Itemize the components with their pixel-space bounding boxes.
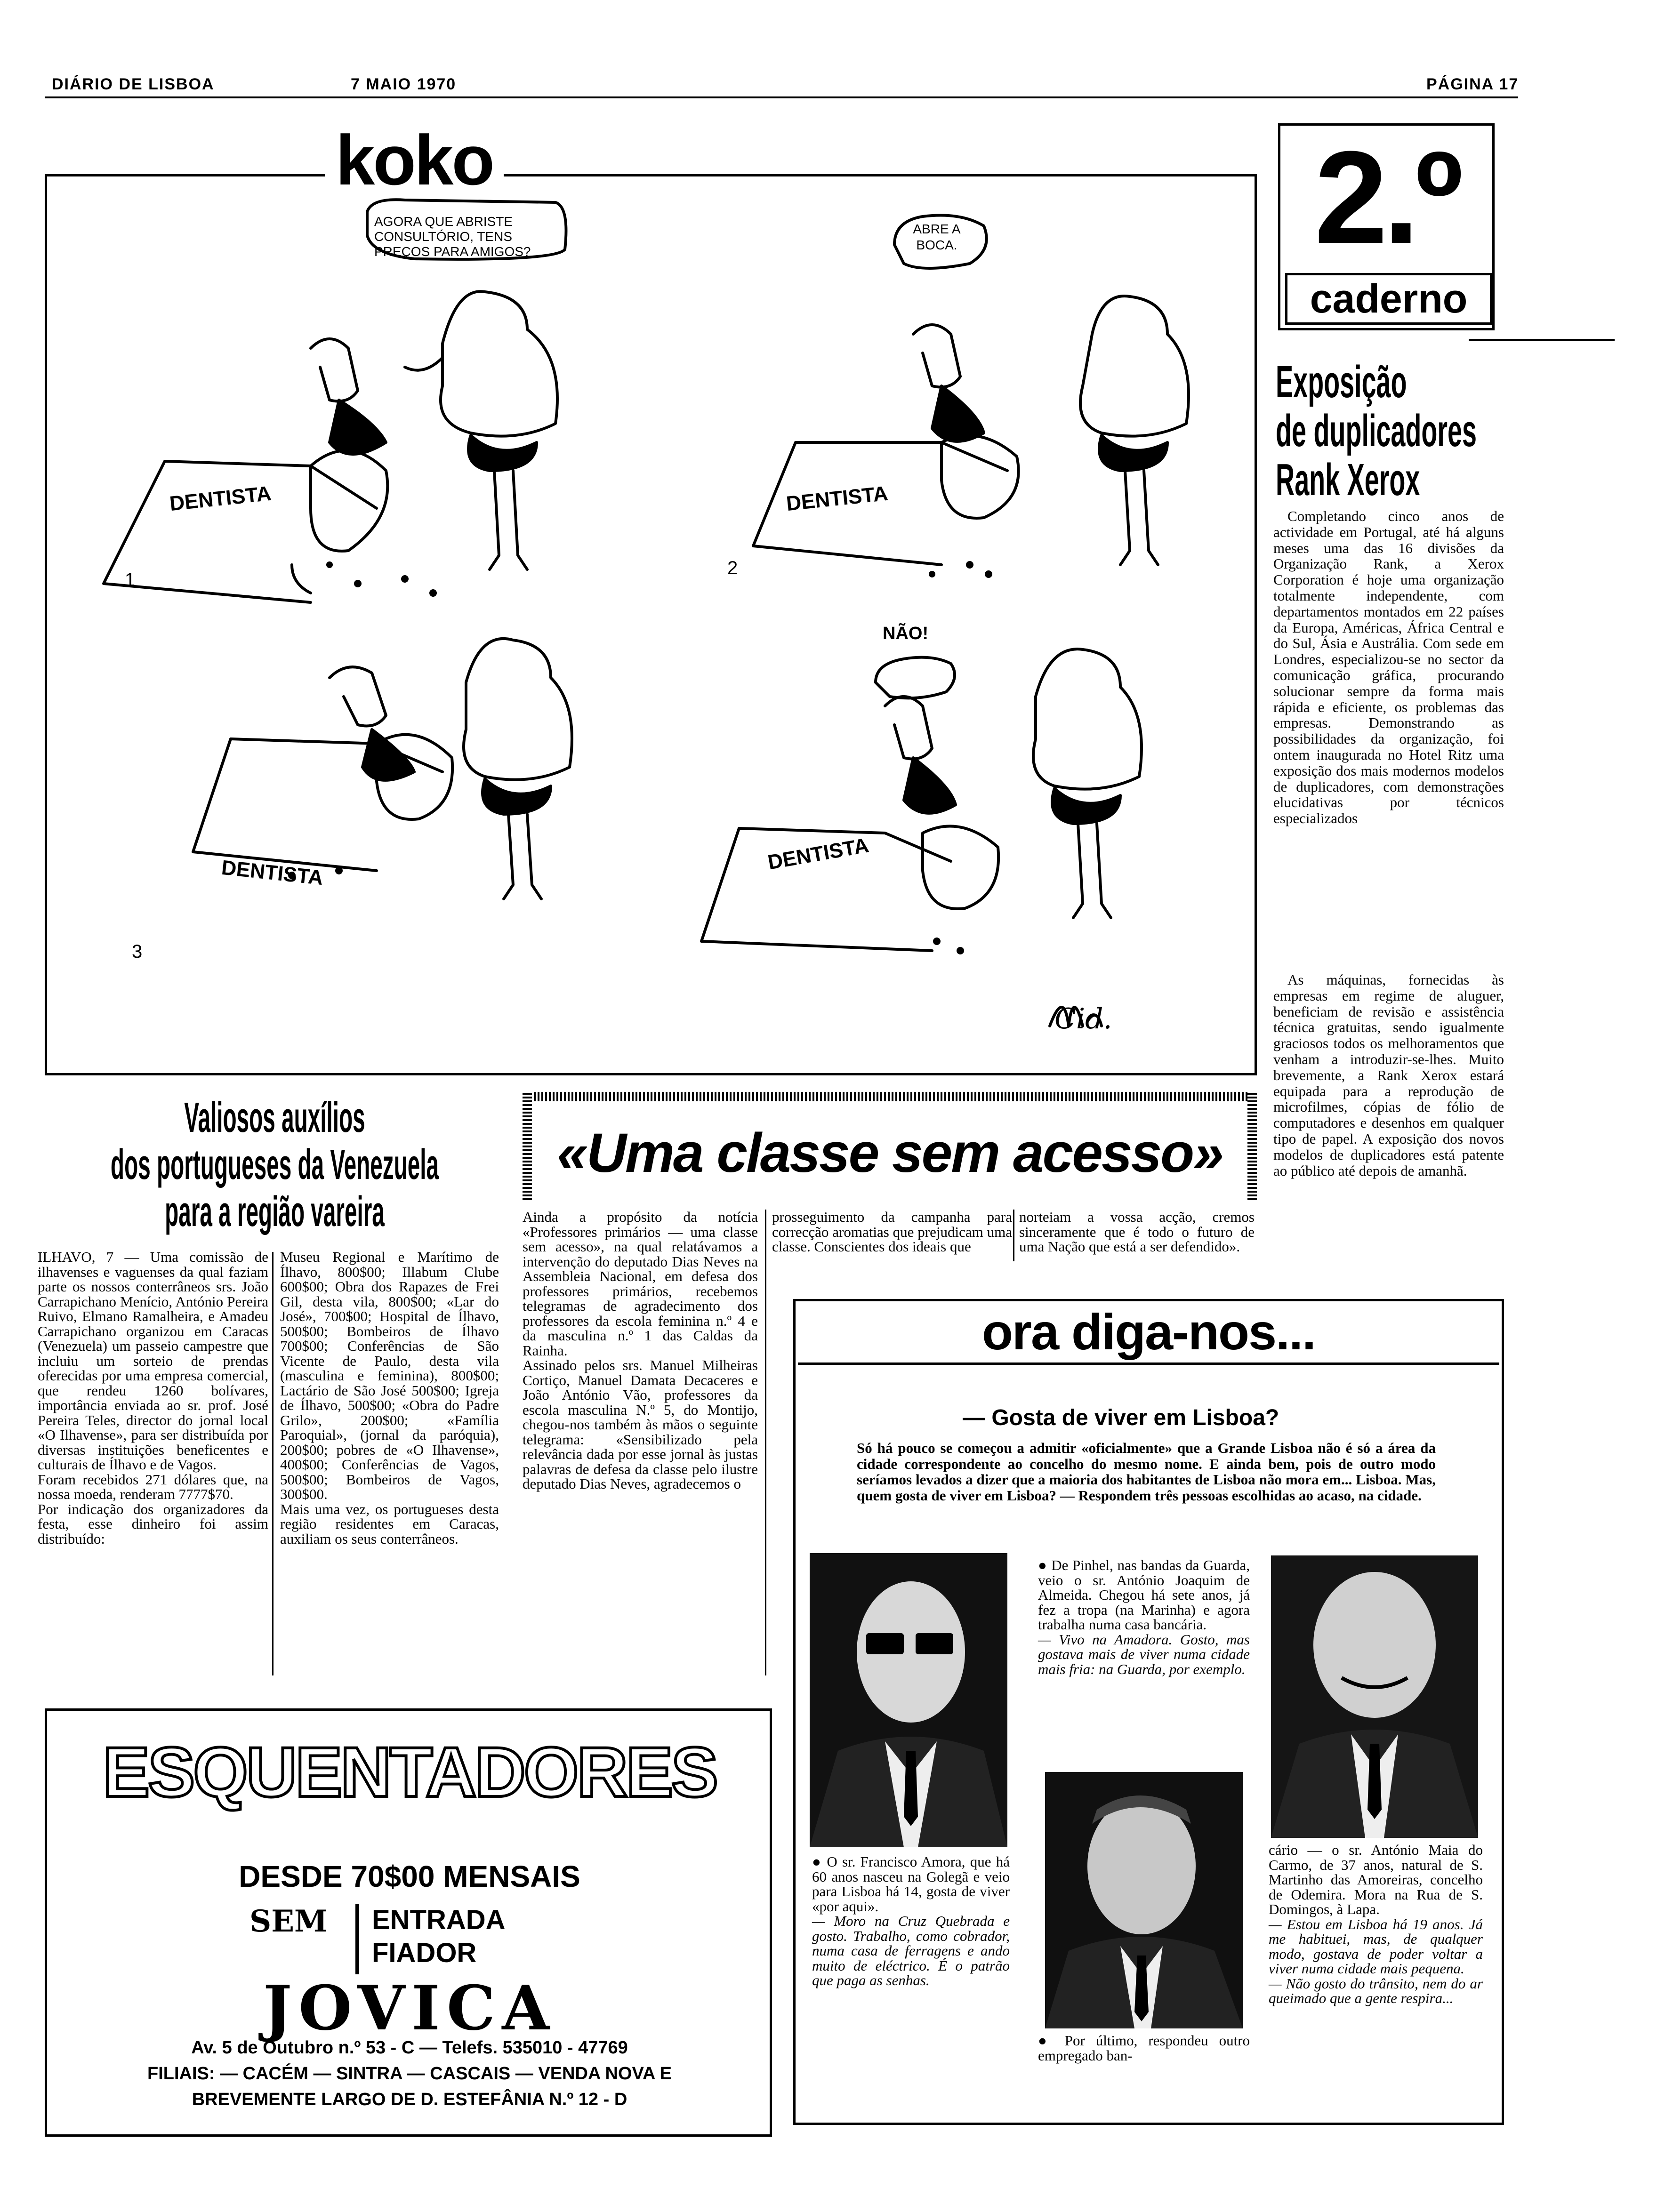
xerox-headline: Exposição de duplicadores Rank Xerox <box>1276 357 1477 505</box>
caderno-number: 2.º <box>1314 124 1458 271</box>
venezuela-headline: Valiosos auxílios dos portugueses da Venezuela para a região vareira <box>110 1094 439 1235</box>
caderno-rule <box>1469 339 1615 341</box>
classe-column-1: Ainda a propósito da notícia «Professores primários — uma classe sem acesso», na qual relatávamos a intervenção do deputado Dias Neves na Assembleia Nacional, em defesa dos professores primários, recebemos telegramas de agradecimento dos professores da escola feminina n.º 4 e da masculina n.º 1 das Caldas da Rainha. Assinado pelos srs. Manuel Milheiras Cortiço, Manuel Damata Decaceres e João António Vão, professores da escola masculina N.º 5, do Montijo, chegou-nos também às mãos o seguinte telegrama: «Sensibilizado pela relevância dada por esse jornal às justas palavras de defesa da classe pelo ilustre deputado Dias Neves, agradecemos o <box>523 1209 758 1492</box>
venezuela-column-divider <box>272 1252 273 1675</box>
advert-title: ESQUENTADORES <box>103 1732 716 1811</box>
speech-bubble-1: AGORA QUE ABRISTE CONSULTÓRIO, TENS PREÇOS PARA AMIGOS? <box>374 214 531 259</box>
advert-address: Av. 5 de Outubro n.º 53 - C — Telefs. 535010 - 47769 <box>191 2038 628 2058</box>
classe-column-divider-2 <box>1013 1210 1014 1261</box>
oradiga-middle-bottom-text: ● Por último, respondeu outro empregado ban- <box>1038 2032 1250 2064</box>
classe-top-hatch <box>523 1092 1257 1101</box>
photo-antonio-joaquim <box>1045 1772 1243 2028</box>
panel-4 <box>701 649 1142 953</box>
venezuela-column-1: ILHAVO, 7 — Uma comissão de ilhavenses e vaguenses da qual faziam parte os nossos conterrâneos srs. João Carrapichano Menício, António Pereira Ruivo, Elmano Ramalheira, e Amadeu Carrapichano organizou em Caracas (Venezuela) um passeio campestre que incluiu um sorteio de prendas oferecidas por uma empresa comercial, que rendeu 1260 bolívares, importância enviada ao sr. prof. José Pereira Teles, director do jornal local «O Ilhavense», para ser distribuída por diversas instituições beneficentes e culturais de Ílhavo e de Vagos. Foram recebidos 271 dólares que, na nossa moeda, renderam 7777$70. Por indicação dos organizadores da festa, esse dinheiro foi assim distribuído: <box>38 1249 268 1547</box>
oradiga-title-rule <box>798 1362 1499 1365</box>
issue-date: 7 MAIO 1970 <box>351 75 457 93</box>
caderno-label: caderno <box>1285 273 1492 325</box>
page-number: PÁGINA 17 <box>1426 75 1519 93</box>
panel-number-3: 3 <box>132 941 143 962</box>
oradiga-right-text: cário — o sr. António Maia do Carmo, de 37 anos, natural de S. Martinho das Amoreiras, concelho de Odemira. Mora na Rua de S. Domingos, à Lapa. — Estou em Lisboa há 19 anos. Já me habituei, mas, de qualquer modo, gostava de poder voltar a viver numa cidade mais pequena. — Não gosto do trânsito, nem do ar queimado que a gente respira... <box>1269 1842 1483 2006</box>
classe-right-hatch <box>1247 1092 1257 1200</box>
advert-branches: FILIAIS: — CACÉM — SINTRA — CASCAIS — VENDA NOVA E <box>147 2064 672 2084</box>
dentista-sign-1: DENTISTA <box>168 481 273 516</box>
classe-column-2: prosseguimento da campanha para correcção aromatias que prejudicam uma classe. Conscientes dos ideais que <box>772 1209 1012 1255</box>
speech-bubble-4: NÃO! <box>883 624 929 643</box>
classe-column-3: norteiam a vossa acção, cremos sinceramente que é todo o futuro de uma Nação que está a ser defendido». <box>1019 1209 1255 1255</box>
speech-bubble-2: ABRE A BOCA. <box>913 222 961 252</box>
panel-1 <box>104 200 566 602</box>
dentista-sign-3: DENTISTA <box>220 856 324 890</box>
advert-divider <box>355 1904 359 1974</box>
advert-sem: SEM <box>249 1904 328 1939</box>
koko-title: koko <box>325 122 504 198</box>
cartoonist-signature: Cid. <box>1054 1002 1112 1035</box>
classe-left-hatch <box>523 1092 532 1200</box>
header-rule <box>45 96 1518 98</box>
oradiga-left-text: ● O sr. Francisco Amora, que há 60 anos nasceu na Golegã e veio para Lisboa há 14, gosta de viver «por aqui». — Moro na Cruz Quebrada e gosto. Trabalho, como cobrador, numa casa de ferragens e ando muito de eléctrico. É o patrão que paga as senhas. <box>812 1853 1010 1988</box>
advert-entrada-fiador: ENTRADA FIADOR <box>372 1905 506 1968</box>
oradiga-middle-text: ● De Pinhel, nas bandas da Guarda, veio o sr. António Joaquim de Almeida. Chegou há sete anos, já fez a tropa (na Marinha) e agora trabalha numa casa bancária. — Vivo na Amadora. Gosto, mas gostava mais de viver numa cidade mais fria: na Guarda, por exemplo. <box>1038 1557 1250 1677</box>
dentista-sign-2: DENTISTA <box>785 481 889 516</box>
panel-number-2: 2 <box>727 558 738 578</box>
xerox-paragraph-1: Completando cinco anos de actividade em Portugal, até há alguns meses uma das 16 divisões da Organização Rank, a Xerox Corporation é hoje uma organização totalmente independente, com departamentos montados em 22 países da Europa, Américas, África Central e do Sul, Ásia e Austrália. Com sede em Londres, especializou-se no sector da comunicação gráfica, procurando solucionar sempre da forma mais rápida e eficiente, os problemas das empresas. Demonstrando as possibilidades da organização, foi ontem inaugurada no Hotel Ritz uma exposição dos mais modernos modelos de duplicadores, com demonstrações elucidativas por técnicos especializados <box>1273 508 1504 827</box>
photo-antonio-maia <box>1271 1555 1478 1838</box>
dentista-sign-4: DENTISTA <box>766 834 871 874</box>
koko-comic-art <box>47 179 1255 1073</box>
photo-francisco <box>810 1553 1007 1847</box>
oradiga-title: ora diga-nos... <box>981 1303 1316 1360</box>
advert-price: DESDE 70$00 MENSAIS <box>239 1859 580 1893</box>
advert-coming-soon: BREVEMENTE LARGO DE D. ESTEFÂNIA N.º 12 - D <box>192 2090 627 2109</box>
oradiga-intro: Só há pouco se começou a admitir «oficialmente» que a Grande Lisboa não é só a área da cidade correspondente ao concelho do mesmo nome. E ainda bem, pois de outro modo seríamos levados a dizer que a maioria dos habitantes de Lisboa não mora em... Lisboa. Mas, quem gosta de viver em Lisboa? — Respondem três pessoas escolhidas ao acaso, na cidade. <box>857 1440 1436 1504</box>
newspaper-name: DIÁRIO DE LISBOA <box>52 75 215 93</box>
panel-number-1: 1 <box>125 569 136 590</box>
xerox-paragraph-2: As máquinas, fornecidas às empresas em regime de aluguer, beneficiam de revisão e assistência técnica gratuitas, sendo igualmente graciosos todos os melhoramentos que venham a introduzir-se-lhes. Muito brevemente, a Rank Xerox estará equipada para a reprodução de microfilmes, cópias de fólio de computadores e desenhos em qualquer tipo de papel. A exposição dos novos modelos de duplicadores está patente ao público até depois de amanhã. <box>1273 971 1504 1179</box>
oradiga-question: — Gosta de viver em Lisboa? <box>963 1405 1279 1430</box>
classe-headline: «Uma classe sem acesso» <box>557 1122 1223 1184</box>
venezuela-column-2: Museu Regional e Marítimo de Ílhavo, 800$00; Illabum Clube 600$00; Obra dos Rapazes de Frei Gil, desta vila, 800$00; «Lar do José», 700$00; Hospital de Ílhavo, 500$00; Bombeiros de Ílhavo 700$00; Conferências de São Vicente de Paulo, desta vila (masculina e feminina), 800$00; Lactário de São José 500$00; Igreja de Ílhavo, 500$00; «Obra do Padre Grilo», 200$00; «Família Paroquial», (jornal da paróquia), 200$00; pobres de «O Ilhavense», 400$00; Conferências de Vagos, 500$00; Bombeiros de Vagos, 300$00. Mais uma vez, os portugueses desta região residentes em Caracas, auxiliam os seus conterrâneos. <box>280 1249 499 1547</box>
classe-column-divider-1 <box>765 1210 766 1675</box>
advert-brand: JOVICA <box>263 1972 556 2044</box>
panel-2 <box>753 216 1189 577</box>
